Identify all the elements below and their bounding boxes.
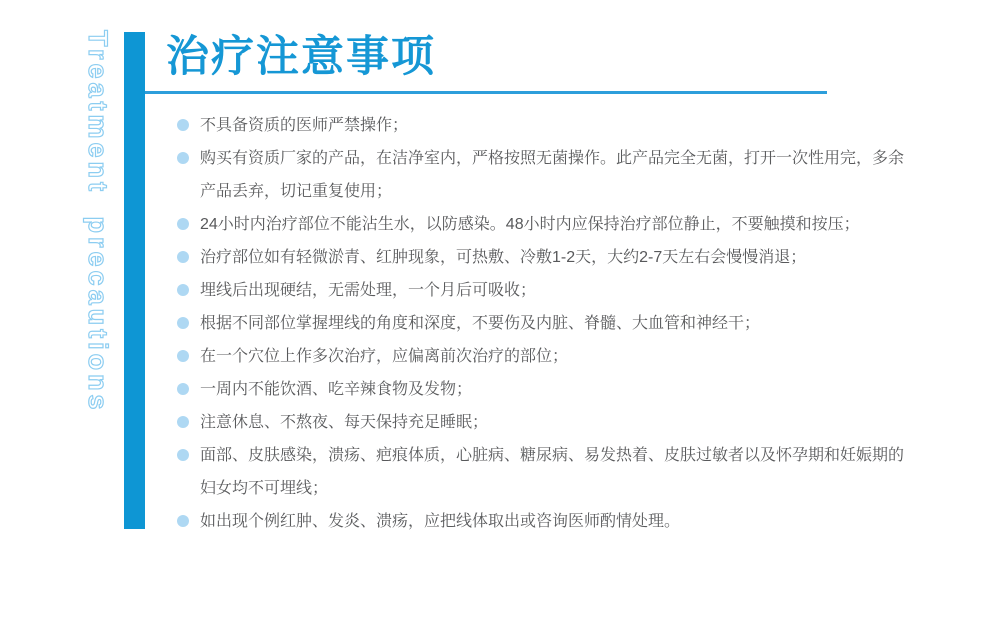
- bullet-icon: [177, 416, 189, 428]
- list-item-text: 根据不同部位掌握埋线的角度和深度，不要伤及内脏、脊髓、大血管和神经干；: [200, 315, 761, 332]
- list-item-text: 购买有资质厂家的产品，在洁净室内，严格按照无菌操作。此产品完全无菌，打开一次性用完，多余产品丢弃，切记重复使用；: [200, 150, 905, 200]
- precautions-list: [177, 109, 906, 538]
- bullet-icon: [177, 152, 189, 164]
- list-item: [177, 142, 906, 208]
- bullet-icon: [177, 119, 189, 131]
- bullet-icon: [177, 449, 189, 461]
- list-item-text: 注意休息、不熬夜、每天保持充足睡眠；: [200, 414, 489, 431]
- bullet-icon: [177, 251, 189, 263]
- bullet-icon: [177, 350, 189, 362]
- list-item: [177, 340, 906, 373]
- list-item: [177, 307, 906, 340]
- list-item: [177, 406, 906, 439]
- list-item-text: 在一个穴位上作多次治疗，应偏离前次治疗的部位；: [200, 348, 569, 365]
- list-item: [177, 241, 906, 274]
- list-item: [177, 439, 906, 505]
- list-item: [177, 208, 906, 241]
- bullet-icon: [177, 218, 189, 230]
- accent-bar: [124, 32, 145, 529]
- list-item-text: 一周内不能饮酒、吃辛辣食物及发物；: [200, 381, 473, 398]
- list-item: [177, 373, 906, 406]
- bullet-icon: [177, 515, 189, 527]
- list-item: [177, 505, 906, 538]
- bullet-icon: [177, 317, 189, 329]
- title-underline: [145, 91, 827, 94]
- list-item-text: 面部、皮肤感染，溃疡、疤痕体质，心脏病、糖尿病、易发热着、皮肤过敏者以及怀孕期和妊娠期的妇女均不可埋线；: [200, 447, 905, 497]
- list-item-text: 埋线后出现硬结，无需处理，一个月后可吸收；: [200, 282, 537, 299]
- list-item: [177, 109, 906, 142]
- list-item: [177, 274, 906, 307]
- bullet-icon: [177, 284, 189, 296]
- bullet-icon: [177, 383, 189, 395]
- list-item-text: 不具备资质的医师严禁操作；: [200, 117, 409, 134]
- list-item-text: 治疗部位如有轻微淤青、红肿现象，可热敷、冷敷1-2天，大约2-7天左右会慢慢消退；: [200, 249, 807, 266]
- list-item-text: 如出现个例红肿、发炎、溃疡，应把线体取出或咨询医师酌情处理。: [200, 513, 681, 530]
- list-item-text: 24小时内治疗部位不能沾生水，以防感染。48小时内应保持治疗部位静止，不要触摸和按压；: [200, 216, 860, 233]
- page-title: 治疗注意事项: [166, 33, 436, 81]
- vertical-side-label: Treatment precautions: [83, 30, 113, 414]
